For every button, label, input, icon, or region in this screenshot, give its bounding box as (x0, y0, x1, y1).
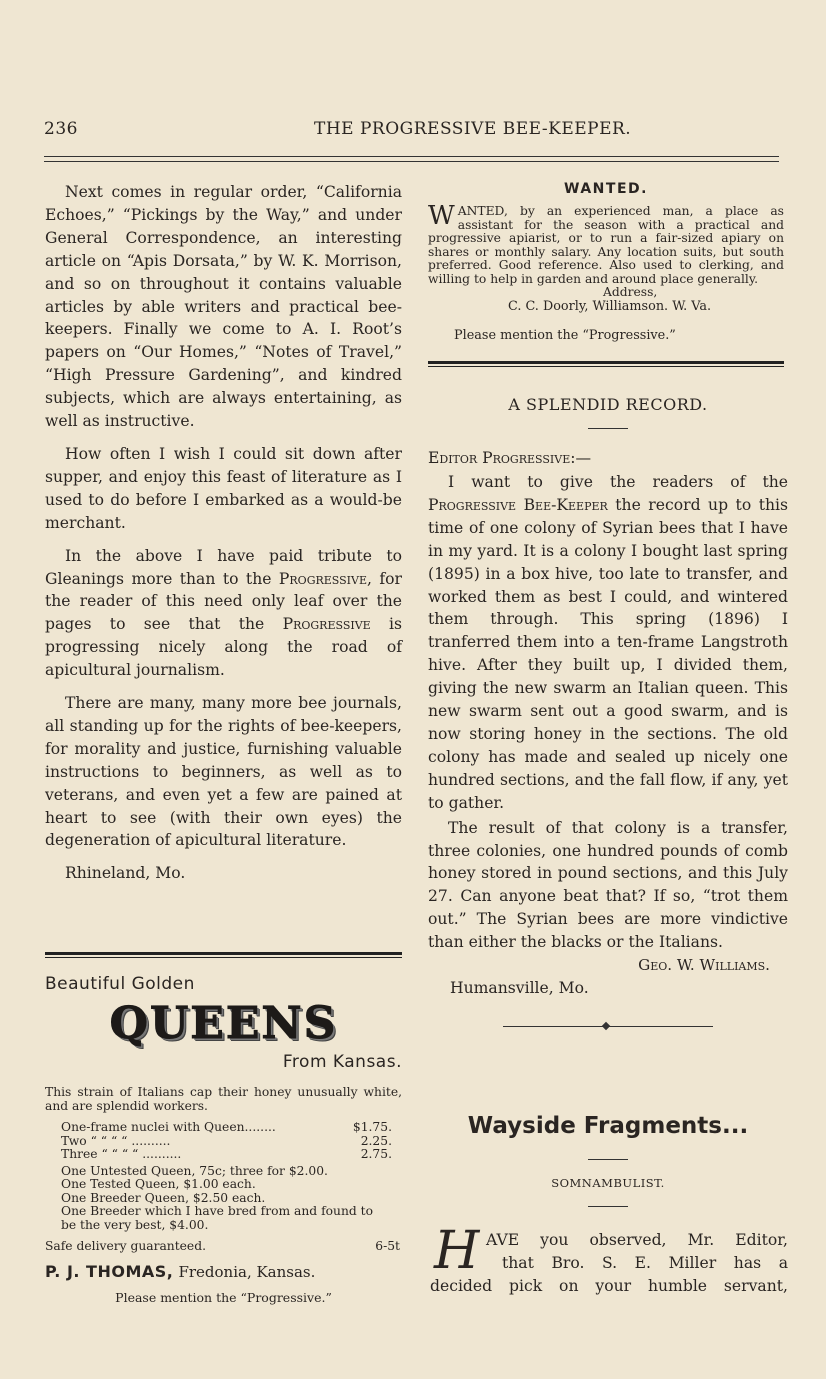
text-line: decided pick on your humble servant, (430, 1277, 788, 1295)
ad-rule (45, 957, 402, 958)
article-title: Wayside Fragments... (467, 1113, 749, 1139)
ad-rule (428, 366, 784, 367)
running-header (44, 119, 784, 143)
ad-intro: This strain of Italians cap their honey unusually white, and are splendid workers. (45, 1085, 402, 1113)
paragraph: The result of that colony is a transfer, three colonies, one hundred pounds of comb honey stored in pound sections, and this July 27. Can anyone beat that? If so, “trot them out.” The Syrian bees are more vindictive than either the blacks or the Italians. (428, 818, 788, 952)
ad-line1: Beautiful Golden (45, 974, 195, 994)
wayside-fragments-article (428, 1113, 788, 1299)
wanted-address-label: Address, (603, 285, 658, 299)
wanted-heading: WANTED. (564, 181, 648, 197)
wanted-dropcap: W (428, 201, 455, 231)
paragraph: There are many, many more bee journals, all standing up for the rights of bee-keepers, for morality and justice, furnishing valuable instructions to beginners, as well as to veterans, and even yet a few are pained at heart to see (with their own eyes) the degeneration of apicultural literature. (45, 694, 402, 850)
ad-line3: From Kansas. (282, 1052, 402, 1072)
page-number: 236 (44, 119, 78, 139)
left-column (45, 181, 402, 885)
title-rule (588, 428, 628, 429)
ad-rule (45, 952, 402, 955)
mention-progressive: Please mention the “Progressive.” (454, 328, 676, 343)
wanted-body: WANTED, by an experienced man, a place as assistant for the season with a practical and progressive apiarist, or to run a fair-sized apiary on shares or monthly salary. Any location suits, but south preferred. Good reference. Also used to clerking, and willing to help in garden and around place generally. (428, 201, 784, 286)
paragraph: How often I wish I could sit down after supper, and enjoy this feast of literature as I used to do before I embarked as a would-be merchant. (45, 444, 402, 532)
seller-line (45, 1262, 402, 1281)
queens-logotype: QUEENS (109, 998, 338, 1049)
text-line: AVE you observed, Mr. Editor, (486, 1231, 788, 1249)
splendid-record-article (428, 395, 788, 1030)
price-best: One Breeder which I have bred from and found to be the very best, $4.00. (61, 1204, 373, 1232)
article-title: A SPLENDID RECORD. (508, 395, 708, 414)
journal-title: THE PROGRESSIVE BEE-KEEPER. (314, 119, 632, 139)
queens-advertisement (45, 952, 402, 1304)
header-rule (44, 156, 779, 157)
dropcap: H (434, 1221, 480, 1281)
wanted-address: C. C. Doorly, Williamson. W. Va. (508, 298, 712, 314)
byline-rule (588, 1206, 628, 1207)
signoff: Rhineland, Mo. (65, 864, 186, 883)
price-row: Three “ “ “ “ .......... 2.75. (61, 1147, 392, 1161)
wanted-advertisement (428, 181, 784, 367)
header-rule-2 (44, 161, 779, 162)
price-row: Two “ “ “ “ .......... 2.25. (61, 1133, 392, 1148)
price-breeder: One Breeder Queen, $2.50 each. (61, 1190, 266, 1205)
ad-rule (428, 361, 784, 364)
signature: Geo. W. Williams. (638, 956, 770, 975)
place: Humansville, Mo. (450, 978, 589, 997)
opening-paragraph (428, 1221, 788, 1299)
salutation: Editor Progressive:— (428, 449, 592, 467)
seller-name: P. J. THOMAS, (45, 1261, 174, 1281)
price-row: One-frame nuclei with Queen........ $1.75. (61, 1120, 392, 1134)
price-untested: One Untested Queen, 75c; three for $2.00. (61, 1163, 328, 1178)
paragraph: Next comes in regular order, “California Echoes,” “Pickings by the Way,” and under General Correspondence, an interesting article on “Apis Dorsata,” by W. K. Morrison, and so on throughout it contains valuable articles by able writers and practical bee-keepers. Finally we come to A. I. Root’s papers on “Our Homes,” “Notes of Travel,” “High Pressure Gardening”, and kindred subjects, which are always entertaining, as well as instructive. (45, 183, 402, 431)
title-rule (588, 1159, 628, 1160)
paragraph: I want to give the readers of the Progressive Bee-Keeper the record up to this time of one colony of Syrian bees that I have in my yard. It is a colony I bought last spring (1895) in a box hive, too late to transfer, and worked them as best I could, and wintered them through. This spring (1896) I tranferred them into a ten-frame Langstroth hive. After they built up, I divided them, giving the new swarm an Italian queen. This new swarm sent out a good swarm, and is now storing honey in the sections. The old colony has made and sealed up nicely one hundred sections, and the fall flow, if any, yet to gather. (428, 473, 788, 812)
delivery-text: Safe delivery guaranteed. (45, 1239, 206, 1253)
text-line: that Bro. S. E. Miller has a (502, 1254, 788, 1272)
paragraph: In the above I have paid tribute to Gleanings more than to the Progressive, for the reader of this need only leaf over the pages to see that the Progressive is progressing nicely along the road of apicultural journalism. (45, 546, 403, 680)
delivery-line (45, 1240, 402, 1254)
ornament-rule (503, 1024, 713, 1030)
seller-place: Fredonia, Kansas. (178, 1262, 316, 1281)
price-tested: One Tested Queen, $1.00 each. (61, 1177, 256, 1191)
ad-code: 6-5t (375, 1239, 400, 1253)
byline: SOMNAMBULIST. (551, 1176, 665, 1190)
mention-progressive: Please mention the “Progressive.” (115, 1289, 332, 1305)
price-list (45, 1121, 402, 1232)
